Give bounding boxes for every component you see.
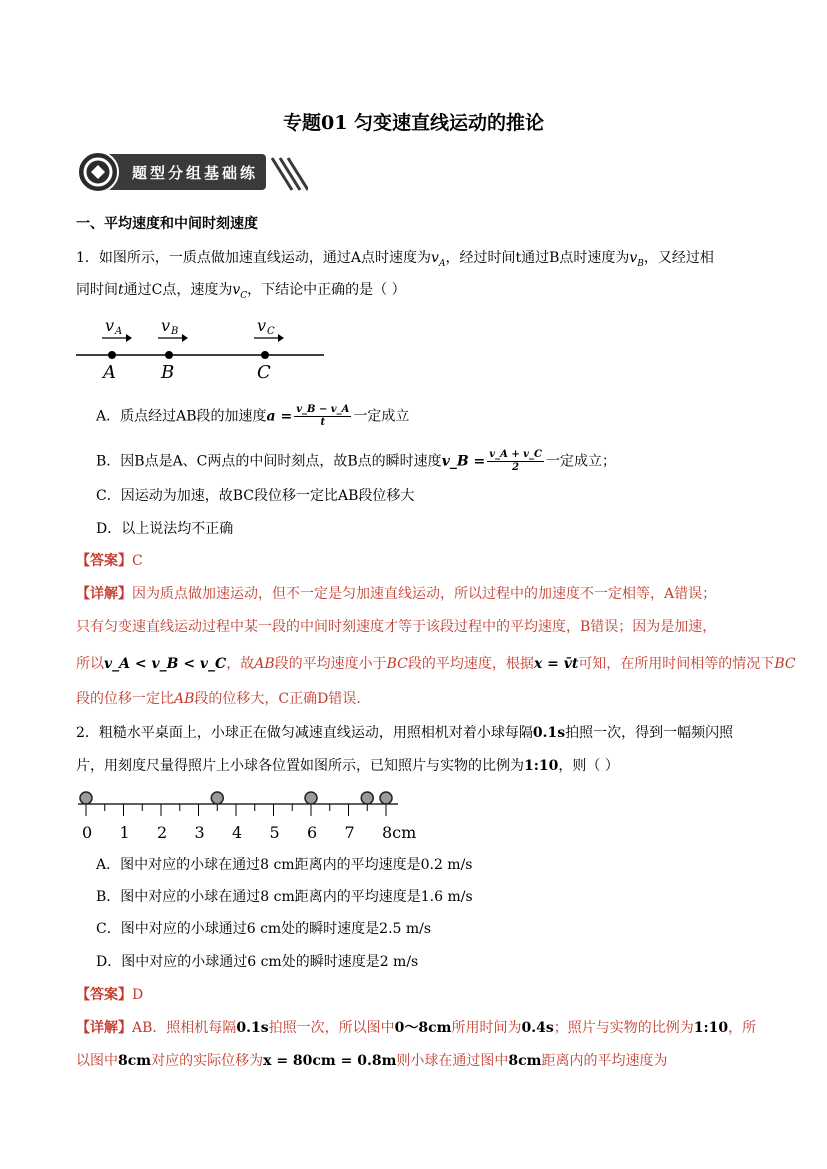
ruler-balls xyxy=(80,792,392,804)
detail-tag: 【详解】 xyxy=(76,586,132,602)
q1-stem-line1 xyxy=(76,248,714,274)
segment-ab: AB xyxy=(174,691,195,707)
formula-lhs: v_B = xyxy=(441,453,486,470)
detail-text: 因为质点做加速运动，但不一定是匀加速直线运动，所以过程中的加速度不一定相等，A错误； xyxy=(132,586,717,602)
page-title: 专题01 匀变速直线运动的推论 xyxy=(282,112,545,134)
answer-value: D xyxy=(132,987,144,1003)
q1-detail-line1 xyxy=(76,584,716,604)
q1-detail-line4 xyxy=(76,689,370,709)
ruler-label: 7 xyxy=(344,823,355,842)
q1-option-d: D．以上说法均不正确 xyxy=(96,521,234,537)
scale-ratio: 1:10 xyxy=(524,758,559,774)
option-text: 一定成立； xyxy=(545,453,616,470)
q2-stem-line1 xyxy=(76,723,733,743)
ruler-labels xyxy=(82,823,416,842)
q1-stem-line2 xyxy=(76,280,406,306)
formula-fraction xyxy=(487,449,544,474)
q1-text: 同时间 xyxy=(76,282,118,298)
va-sub: A xyxy=(115,326,123,337)
distance-value: 8cm xyxy=(508,1053,542,1069)
q1-text: 1．如图所示，一质点做加速直线运动，通过A点时速度为 xyxy=(76,250,432,266)
formula-lhs: a = xyxy=(266,408,293,425)
q2-option-d: D．图中对应的小球通过6 cm处的瞬时速度是2 m/s xyxy=(96,954,419,970)
v-symbol: v xyxy=(629,250,638,266)
answer-tag: 【答案】 xyxy=(76,553,132,569)
q2-detail-line2 xyxy=(76,1051,667,1071)
formula-fraction xyxy=(294,404,351,429)
point-c xyxy=(261,351,269,359)
q2-option-b: B．图中对应的小球在通过8 cm距离内的平均速度是1.6 m/s xyxy=(96,889,473,905)
detail-text: 段的位移一定比 xyxy=(76,691,174,707)
q1-option-a xyxy=(96,404,409,429)
ball-position xyxy=(361,792,373,804)
detail-text: 对应的实际位移为 xyxy=(151,1053,264,1069)
displacement-formula: x = 80cm = 0.8m xyxy=(263,1053,397,1069)
formula-numerator: v_B − v_A xyxy=(296,404,350,415)
answer-tag: 【答案】 xyxy=(76,987,132,1003)
detail-text: ，故 xyxy=(226,656,255,672)
displacement-formula: x = v̄t xyxy=(533,656,579,672)
detail-text: 段的平均速度，根据 xyxy=(407,656,534,672)
option-text: 一定成立 xyxy=(353,408,410,425)
q1-text: ，又经过相 xyxy=(643,250,714,266)
q2-text: 拍照一次，得到一幅频闪照 xyxy=(565,725,734,741)
detail-text: 距离内的平均速度为 xyxy=(541,1053,668,1069)
vc-sub: C xyxy=(267,326,275,337)
option-text: A．质点经过AB段的加速度 xyxy=(96,408,267,425)
formula-denominator: 2 xyxy=(512,462,520,473)
ball-position xyxy=(380,792,392,804)
detail-text: 则小球在通过图中 xyxy=(396,1053,509,1069)
point-b xyxy=(165,351,173,359)
q1-answer xyxy=(76,551,143,571)
va-label: v xyxy=(105,316,115,335)
ruler-label: 1 xyxy=(119,823,130,842)
answer-value: C xyxy=(132,553,143,569)
interval-value: 0.1s xyxy=(236,1020,269,1036)
q1-text: ，经过时间t通过B点时速度为 xyxy=(445,250,630,266)
formula-denominator: t xyxy=(320,417,326,428)
vb-sub: B xyxy=(171,326,179,337)
label-c: C xyxy=(257,362,271,383)
sub-a: A xyxy=(438,258,446,269)
vb-label: v xyxy=(161,316,171,335)
detail-text: 所以 xyxy=(76,656,104,672)
detail-tag: 【详解】 xyxy=(76,1020,132,1036)
range-value: 0～8cm xyxy=(394,1020,452,1036)
interval-value: 0.1s xyxy=(532,725,566,741)
label-b: B xyxy=(161,362,175,383)
section-banner xyxy=(76,150,308,194)
label-a: A xyxy=(103,362,116,383)
ruler-ticks xyxy=(86,804,386,816)
ruler-label: 8cm xyxy=(382,823,417,842)
ruler-label: 0 xyxy=(82,823,93,842)
detail-text: 可知，在所用时间相等的情况下 xyxy=(578,656,775,672)
q1-detail-line3 xyxy=(76,654,796,674)
q1-figure xyxy=(72,314,332,384)
detail-text: 拍照一次，所以图中 xyxy=(268,1020,395,1036)
detail-text: ，所 xyxy=(728,1020,757,1036)
ruler-label: 3 xyxy=(194,823,205,842)
detail-text: 以图中 xyxy=(76,1053,118,1069)
banner-label: 题型分组基础练 xyxy=(132,164,259,182)
q2-option-c: C．图中对应的小球通过6 cm处的瞬时速度是2.5 m/s xyxy=(96,921,432,937)
section-heading: 一、平均速度和中间时刻速度 xyxy=(76,216,258,232)
q2-text: ，则（ ） xyxy=(558,758,619,774)
ruler-label: 6 xyxy=(307,823,318,842)
segment-bc: BC xyxy=(386,656,408,672)
sub-c: C xyxy=(240,290,248,301)
sub-b: B xyxy=(637,258,644,269)
q1-detail-line2: 只有匀变速直线运动过程中某一段的中间时刻速度才等于该段过程中的平均速度，B错误；因为是加速， xyxy=(76,619,717,635)
v-symbol: v xyxy=(232,282,241,298)
q1-option-b xyxy=(96,449,616,474)
q2-text: 2．粗糙水平桌面上，小球正在做匀减速直线运动，用照相机对着小球每隔 xyxy=(76,725,533,741)
q2-option-a: A．图中对应的小球在通过8 cm距离内的平均速度是0.2 m/s xyxy=(96,857,473,873)
vc-label: v xyxy=(257,316,267,335)
inequality-formula: v_A < v_B < v_C xyxy=(104,656,227,672)
detail-text: 所用时间为 xyxy=(451,1020,522,1036)
q1-text: ，下结论中正确的是（ ） xyxy=(247,282,406,298)
distance-value: 8cm xyxy=(118,1053,152,1069)
ruler-label: 4 xyxy=(232,823,243,842)
detail-text: 段的平均速度小于 xyxy=(274,656,387,672)
scale-ratio: 1:10 xyxy=(693,1020,729,1036)
q2-stem-line2 xyxy=(76,756,619,776)
v-symbol: v xyxy=(431,250,439,266)
ball-position xyxy=(80,792,92,804)
time-value: 0.4s xyxy=(521,1020,554,1036)
ruler-label: 2 xyxy=(157,823,168,842)
q2-detail-line1 xyxy=(76,1018,756,1038)
ball-position xyxy=(305,792,317,804)
q2-ruler-figure xyxy=(72,786,432,844)
q2-answer xyxy=(76,985,143,1005)
q1-text: 通过C点，速度为 xyxy=(123,282,233,298)
segment-bc: BC xyxy=(774,656,796,672)
formula-numerator: v_A + v_C xyxy=(489,449,542,460)
option-text: B．因B点是A、C两点的中间时刻点，故B点的瞬时速度 xyxy=(96,453,442,470)
q2-text: 片，用刻度尺量得照片上小球各位置如图所示，已知照片与实物的比例为 xyxy=(76,758,524,774)
q1-option-c: C．因运动为加速，故BC段位移一定比AB段位移大 xyxy=(96,488,415,504)
detail-text: ；照片与实物的比例为 xyxy=(553,1020,694,1036)
detail-text: 段的位移大，C正确D错误． xyxy=(194,691,371,707)
point-a xyxy=(108,351,116,359)
ruler-label: 5 xyxy=(269,823,280,842)
segment-ab: AB xyxy=(254,656,275,672)
t-symbol: t xyxy=(118,282,124,298)
ball-position xyxy=(211,792,223,804)
detail-text: AB．照相机每隔 xyxy=(132,1020,237,1036)
